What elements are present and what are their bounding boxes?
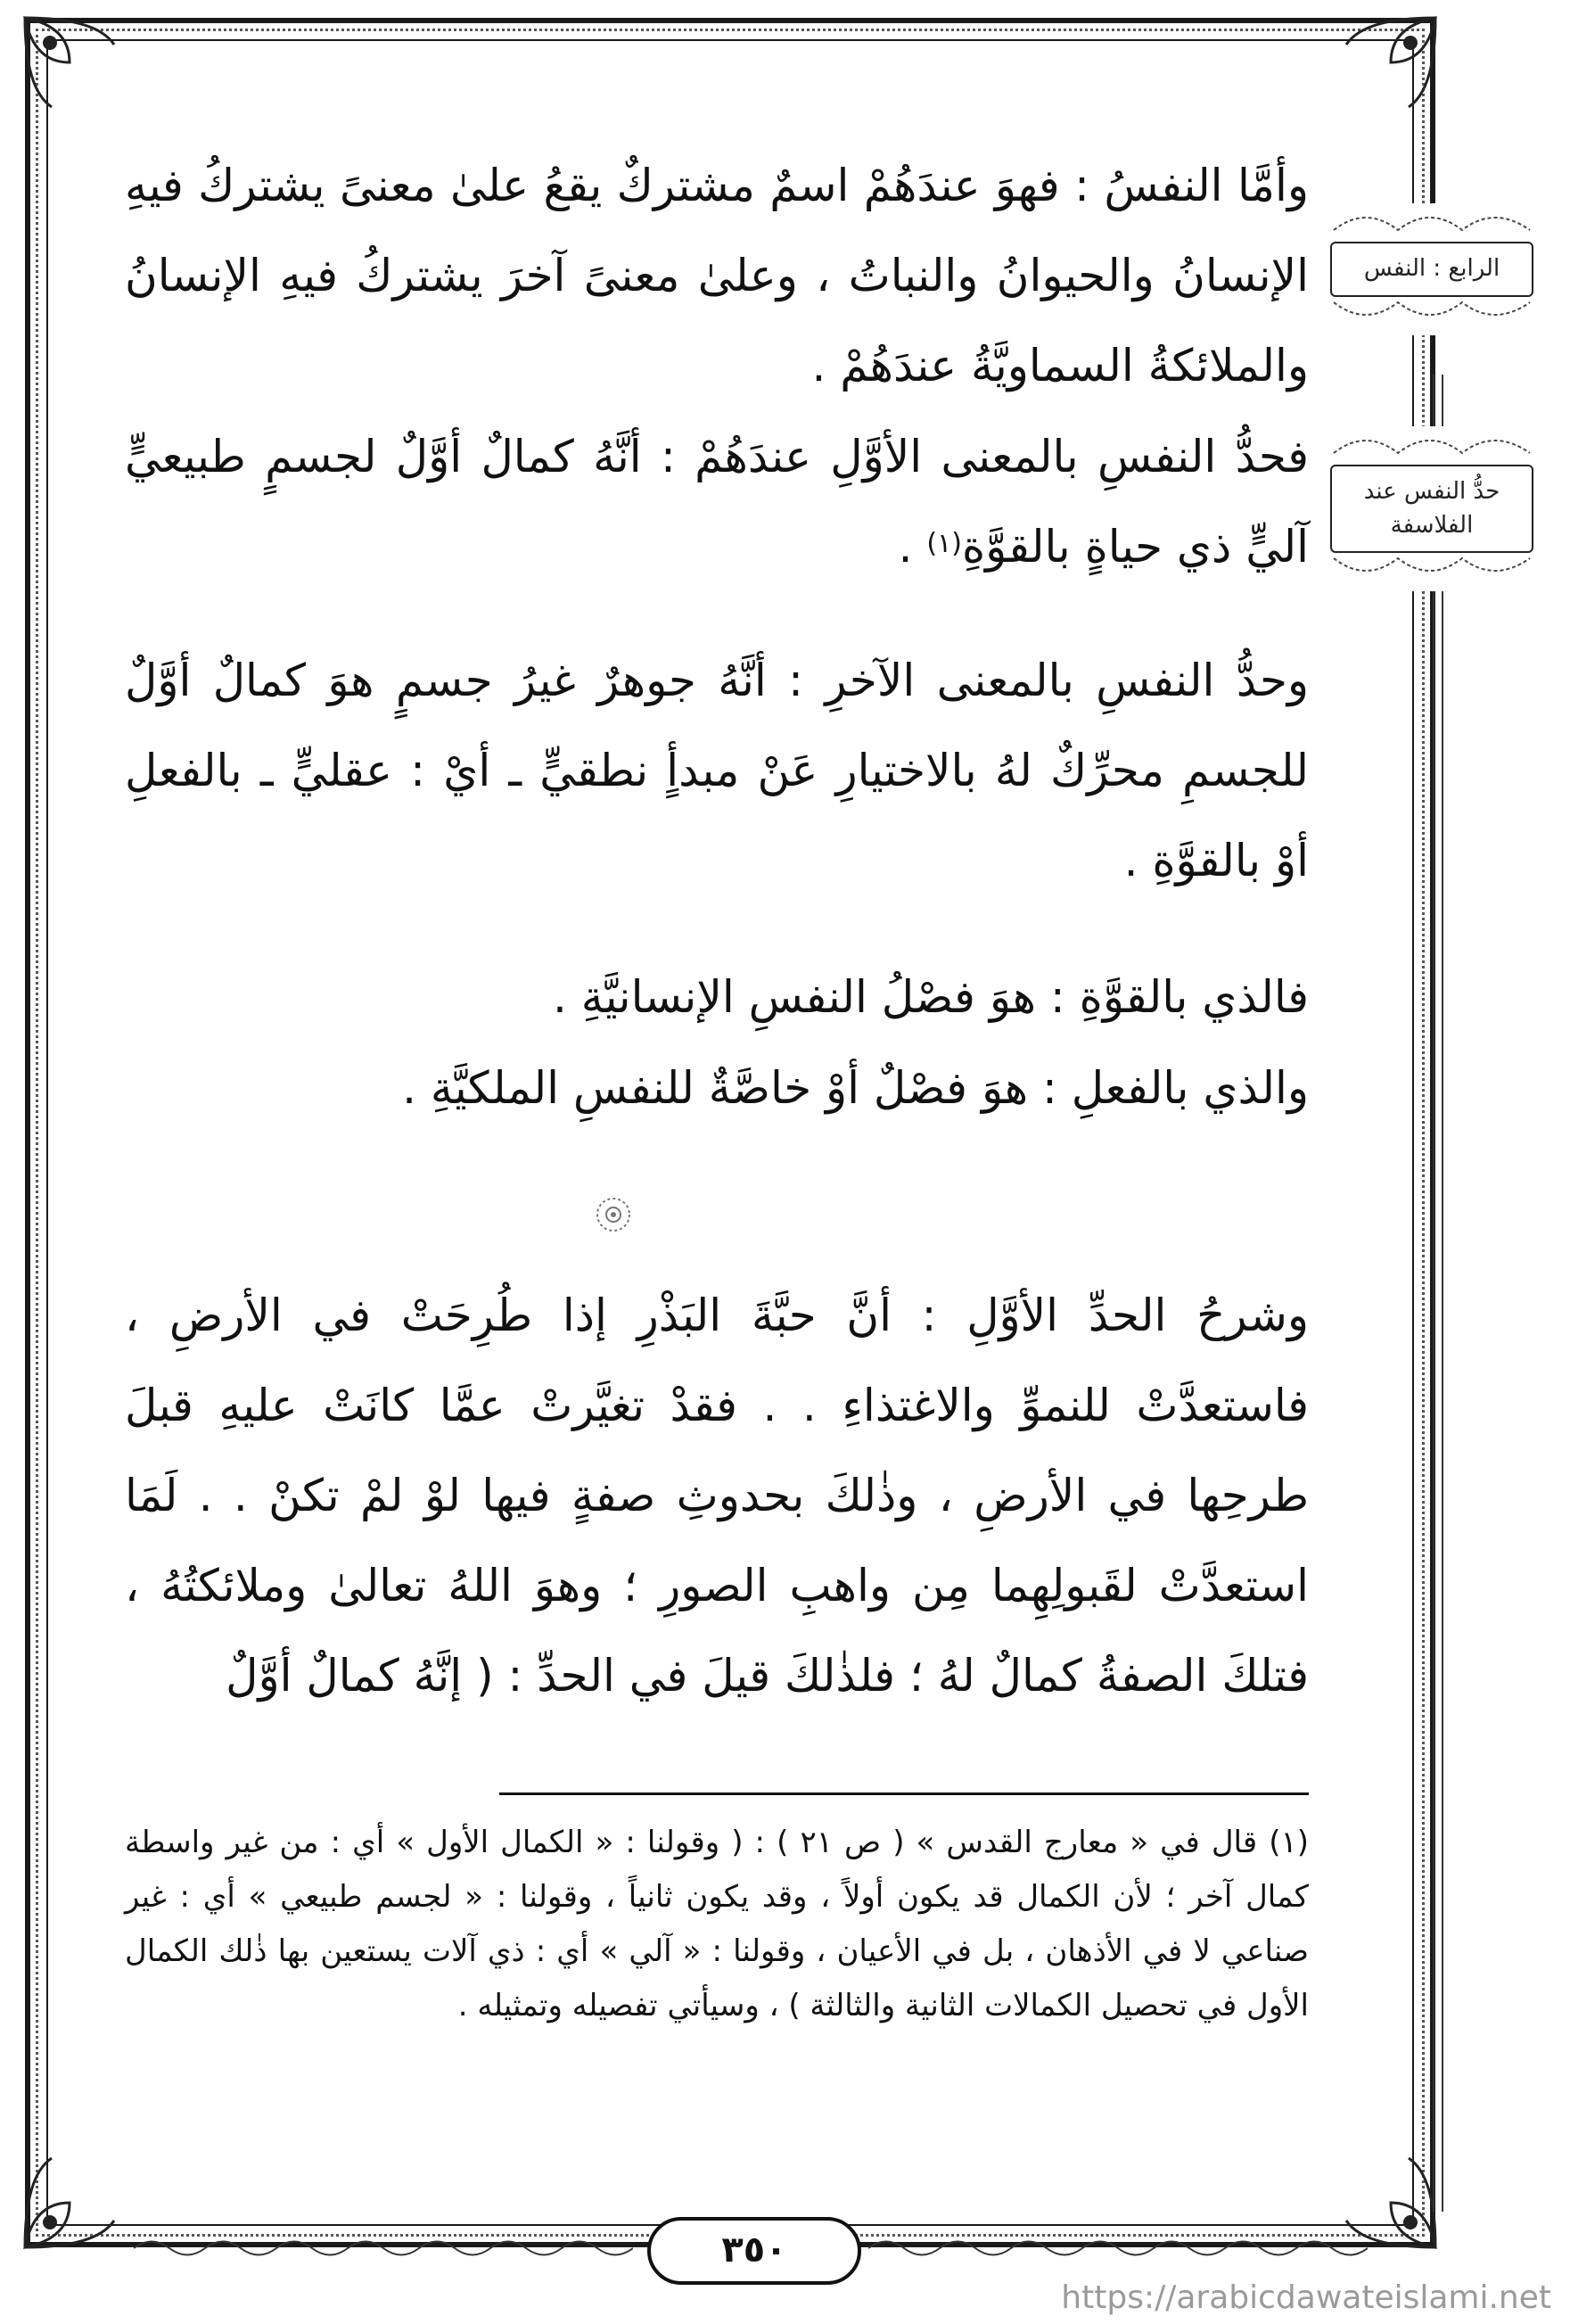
top-left-corner-ornament-icon	[16, 9, 123, 116]
footnote-marker[interactable]: (١)	[926, 528, 962, 559]
footnote-text: (١) قال في « معارج القدس » ( ص ٢١ ) : ( وقولنا : « الكمال الأول » أي : من غير واسطة كمال آخر ؛ لأن الكمال قد يكون أولاً ، وقد يكون ثانياً ، وقولنا : « لجسم طبيعي » أي : غير صناعي لا في الأذهان ، بل في الأعيان ، وقولنا : « آلي » أي : ذي آلات يستعين بها ذٰلك الكمال الأول في تحصيل الكمالات الثانية والثالثة ) ، وسيأتي تفصيله وتمثيله .	[125, 1825, 1309, 2023]
footnote-divider	[499, 1792, 1309, 1795]
side-rail-ornament	[1430, 375, 1446, 2212]
bottom-border-ornament-icon	[134, 2235, 633, 2262]
bottom-left-corner-ornament-icon	[16, 2149, 123, 2256]
paragraph-first-definition	[125, 412, 1309, 592]
side-note-label: الرابع : النفس	[1330, 242, 1533, 297]
paragraph-explanation: وشرحُ الحدِّ الأوَّلِ : أنَّ حبَّةَ البَذْرِ إذا طُرِحَتْ في الأرضِ ، فاستعدَّتْ للنموِّ والاغتذاءِ . . فقدْ تغيَّرتْ عمَّا كانَتْ عليهِ قبلَ طرحِها في الأرضِ ، وذٰلكَ بحدوثِ صفةٍ فيها لوْ لمْ تكنْ . . لَمَا استعدَّتْ لقَبولِهِما مِن واهبِ الصورِ ؛ وهوَ اللهُ تعالىٰ وملائكتُهُ ، فتلكَ الصفةُ كمالٌ لهُ ؛ فلذٰلكَ قيلَ في الحدِّ : ( إنَّهُ كمالٌ أوَّلٌ	[125, 1290, 1309, 1702]
side-note-ornament-icon	[1330, 426, 1533, 458]
side-note-ornament-icon	[1330, 553, 1533, 585]
watermark-url: https://arabicdawateislami.net	[1061, 2279, 1551, 2316]
side-note-ornament-icon	[1330, 203, 1533, 235]
paragraph-second-definition: وحدُّ النفسِ بالمعنى الآخرِ : أنَّهُ جوهرٌ غيرُ جسمٍ هوَ كمالٌ أوَّلٌ للجسمِ محرِّكٌ لهُ بالاختيارِ عَنْ مبدأٍ نطقيٍّ ـ أيْ : عقليٍّ ـ بالفعلِ أوْ بالقوَّةِ .	[125, 655, 1309, 886]
bottom-border-ornament-icon	[868, 2235, 1368, 2262]
paragraph-actual: والذي بالفعلِ : هوَ فصْلٌ أوْ خاصَّةٌ للنفسِ الملكيَّةِ .	[402, 1062, 1309, 1114]
paragraph-end: .	[898, 521, 927, 573]
floral-separator-icon	[592, 1193, 635, 1236]
paragraph-potential: فالذي بالقوَّةِ : هوَ فصْلُ النفسِ الإنسانيَّةِ .	[553, 971, 1309, 1023]
page-number: ٣٥٠	[647, 2217, 861, 2285]
side-note-topic	[1330, 203, 1533, 335]
paragraph-text: فحدُّ النفسِ بالمعنى الأوَّلِ عندَهُمْ : أنَّهُ كمالٌ أوَّلٌ لجسمٍ طبيعيٍّ آليٍّ ذي حياةٍ بالقوَّةِ	[125, 431, 1309, 573]
paragraph-soul-meaning: وأمَّا النفسُ : فهوَ عندَهُمْ اسمٌ مشتركٌ يقعُ علىٰ معنىً يشتركُ فيهِ الإنسانُ والحيوانُ والنباتُ ، وعلىٰ معنىً آخرَ يشتركُ فيهِ الإنسانُ والملائكةُ السماويَّةُ عندَهُمْ .	[125, 160, 1309, 391]
top-right-corner-ornament-icon	[1337, 9, 1444, 116]
side-note-definition	[1330, 426, 1533, 591]
side-note-label: حدُّ النفس عند الفلاسفة	[1330, 465, 1533, 553]
side-note-ornament-icon	[1330, 297, 1533, 329]
